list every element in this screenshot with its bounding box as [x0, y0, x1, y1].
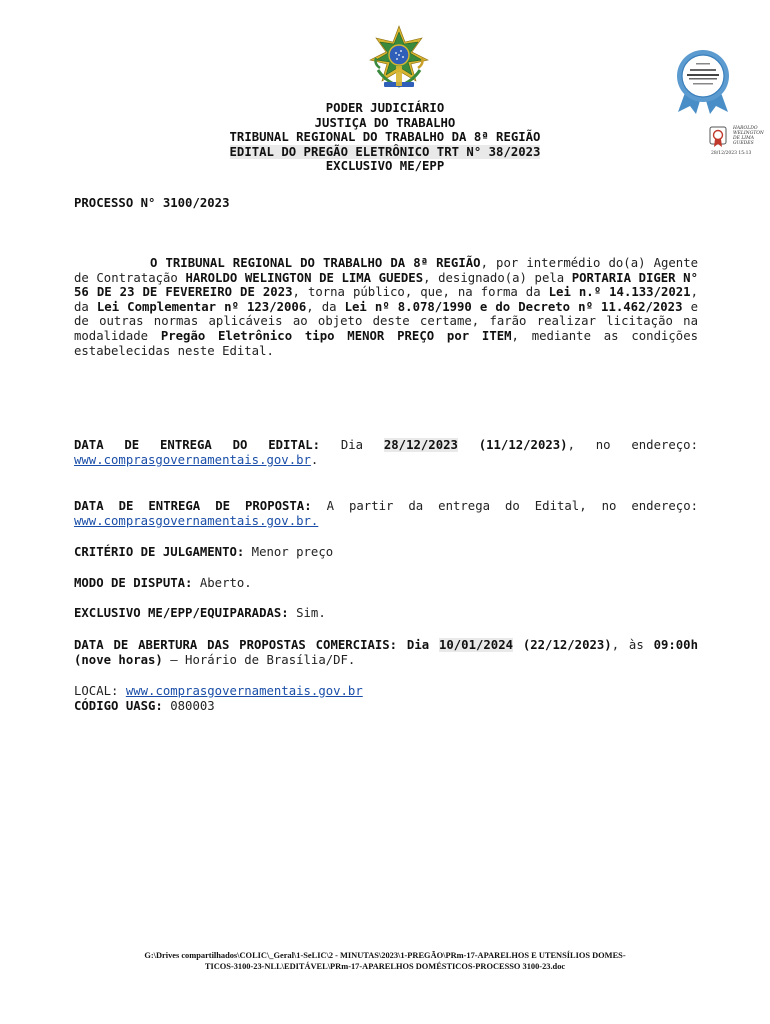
field-codigo-uasg: CÓDIGO UASG: 080003 [74, 699, 215, 713]
local-link[interactable]: www.comprasgovernamentais.gov.br [125, 684, 363, 698]
header-line-poder: PODER JUDICIÁRIO [325, 101, 445, 115]
edital-link[interactable]: www.comprasgovernamentais.gov.br [74, 452, 311, 467]
footer-line-2: TICOS-3100-23-NLL\EDITÁVEL\PRm-17-APARELHOS DOMÉSTICOS-PROCESSO 3100-23.doc [204, 961, 566, 971]
field-modo-disputa: MODO DE DISPUTA: Aberto. [74, 576, 252, 590]
file-path-footer [0, 951, 770, 972]
abertura-time: 09:00h (nove horas) [74, 638, 698, 667]
proposta-link[interactable]: www.comprasgovernamentais.gov.br. [74, 513, 319, 528]
intro-org: O TRIBUNAL REGIONAL DO TRABALHO DA 8ª REGIÃO [150, 256, 481, 270]
intro-portaria: PORTARIA DIGER N° 56 DE 23 DE FEVEREIRO DE 2023 [74, 270, 698, 300]
edital-date: 28/12/2023 [383, 438, 458, 452]
intro-agent: HAROLDO WELINGTON DE LIMA GUEDES [185, 270, 424, 285]
header-line-edital: EDITAL DO PREGÃO ELETRÔNICO TRT N° 38/2023 [229, 144, 541, 159]
signature-date: 28/12/2023 15:13 [711, 151, 752, 156]
brazil-coat-of-arms-icon [368, 24, 430, 94]
header-line-justica: JUSTIÇA DO TRABALHO [314, 115, 456, 130]
field-data-entrega-proposta: DATA DE ENTREGA DE PROPOSTA: A partir da entrega do Edital, no endereço: www.comprasgovernamentais.gov.br. [74, 499, 699, 528]
intro-modalidade: Pregão Eletrônico tipo MENOR PREÇO por ITEM [160, 328, 512, 343]
intro-lei-14133: Lei n.º 14.133/2021 [548, 285, 691, 300]
footer-line-1: G:\Drives compartilhados\COLIC\_Geral\1-SeLIC\2 - MINUTAS\2023\1-PREGÃO\PRm-17-APARELHOS E UTENSÍLIOS DOMES- [144, 951, 626, 960]
intro-paragraph: O TRIBUNAL REGIONAL DO TRABALHO DA 8ª REGIÃO, por intermédio do(a) Agente de Contratação HAROLDO WELINGTON DE LIMA GUEDES, designado(a) pela PORTARIA DIGER N° 56 DE 23 DE FEVEREIRO DE 2023, torna público, que, na forma da Lei n.º 14.133/2021, da Lei Complementar nº 123/2006, da Lei nº 8.078/1990 e do Decreto nº 11.462/2023 e de outras normas aplicáveis ao objeto deste certame, farão realizar licitação na modalidade Pregão Eletrônico tipo MENOR PREÇO por ITEM, mediante as condições estabelecidas neste Edital. [74, 256, 699, 358]
field-data-abertura: DATA DE ABERTURA DAS PROPOSTAS COMERCIAIS: Dia 10/01/2024 (22/12/2023), às 09:00h (nove horas) – Horário de Brasília/DF. [74, 638, 698, 667]
processo-number: PROCESSO N° 3100/2023 [74, 196, 230, 210]
abertura-date: 10/01/2024 [438, 638, 514, 652]
header-line-exclusivo: EXCLUSIVO ME/EPP [325, 159, 445, 174]
field-exclusivo: EXCLUSIVO ME/EPP/EQUIPARADAS: Sim. [74, 606, 326, 620]
header-line-tribunal: TRIBUNAL REGIONAL DO TRABALHO DA 8ª REGIÃO [229, 130, 541, 145]
intro-lei-decreto: Lei nº 8.078/1990 e do Decreto nº 11.462/2023 [344, 299, 683, 314]
intro-lei-complementar: Lei Complementar nº 123/2006 [96, 299, 307, 314]
field-criterio-julgamento: CRITÉRIO DE JULGAMENTO: Menor preço [74, 545, 334, 559]
field-data-entrega-edital: DATA DE ENTREGA DO EDITAL: Dia 28/12/2023 (11/12/2023), no endereço: www.comprasgovernamentais.gov.br. [74, 438, 698, 467]
document-header [0, 101, 770, 174]
field-local: LOCAL: www.comprasgovernamentais.gov.br [74, 684, 363, 698]
signature-name: HAROLDO WELINGTON DE LIMA GUEDES [733, 126, 764, 146]
